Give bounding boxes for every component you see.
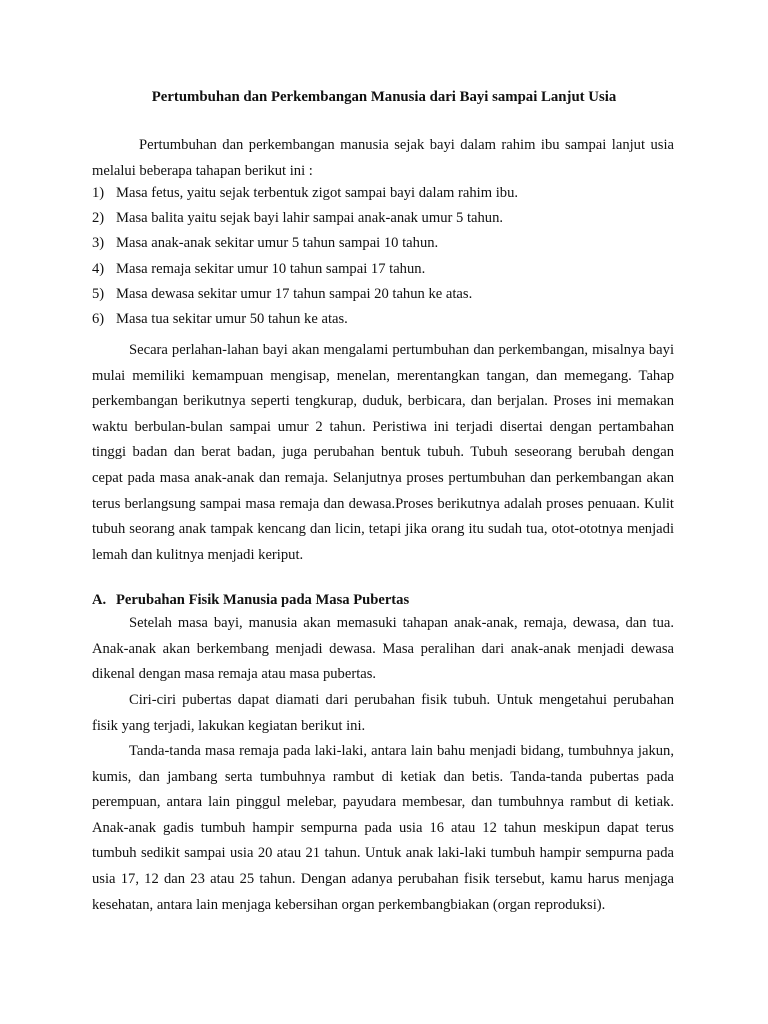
section-text-2: Ciri-ciri pubertas dapat diamati dari perubahan fisik tubuh. Untuk mengetahui perubahan fisik yang terjadi, lakukan kegiatan berikut ini.	[92, 692, 674, 734]
list-item	[92, 206, 674, 231]
intro-paragraph	[92, 133, 674, 184]
list-number: 6)	[92, 311, 105, 328]
list-text: Masa anak-anak sekitar umur 5 tahun sampai 10 tahun.	[116, 235, 439, 252]
intro-text: Pertumbuhan dan perkembangan manusia sejak bayi dalam rahim ibu sampai lanjut usia melalui beberapa tahapan berikut ini :	[92, 137, 674, 179]
section-heading	[92, 588, 409, 612]
list-text: Masa balita yaitu sejak bayi lahir sampai anak-anak umur 5 tahun.	[116, 210, 504, 227]
section-text-1: Setelah masa bayi, manusia akan memasuki tahapan anak-anak, remaja, dewasa, dan tua. Anak-anak akan berkembang menjadi dewasa. Masa peralihan dari anak-anak menjadi dewasa dikenal dengan masa remaja atau masa pubertas.	[92, 615, 674, 683]
list-text: Masa fetus, yaitu sejak terbentuk zigot sampai bayi dalam rahim ibu.	[116, 185, 519, 201]
list-text: Masa dewasa sekitar umur 17 tahun sampai 20 tahun ke atas.	[116, 285, 473, 302]
list-text: Masa remaja sekitar umur 10 tahun sampai 17 tahun.	[116, 260, 426, 277]
list-number: 2)	[92, 210, 105, 227]
section-paragraph-2	[92, 688, 674, 739]
section-paragraph-3	[92, 739, 674, 918]
list-number: 5)	[92, 285, 105, 302]
list-item	[92, 231, 674, 256]
section-label: A.	[92, 592, 107, 608]
list-item	[92, 307, 674, 332]
document-title: Pertumbuhan dan Perkembangan Manusia dari Bayi sampai Lanjut Usia	[151, 89, 617, 105]
list-item	[92, 257, 674, 282]
list-item	[92, 282, 674, 307]
list-text: Masa tua sekitar umur 50 tahun ke atas.	[116, 311, 348, 328]
section-text-3: Tanda-tanda masa remaja pada laki-laki, antara lain bahu menjadi bidang, tumbuhnya jakun, kumis, dan jambang serta tumbuhnya rambut di ketiak dan betis. Tanda-tanda pubertas pada perempuan, antara lain pinggul melebar, payudara membesar, dan tumbuhnya rambut di ketiak. Anak-anak gadis tumbuh hampir sempurna pada usia 16 atau 12 tahun meskipun dapat terus tumbuh sedikit sampai usia 20 atau 21 tahun. Untuk anak laki-laki tumbuh hampir sempurna pada usia 17, 12 dan 23 atau 25 tahun. Dengan adanya perubahan fisik tersebut, kamu harus menjaga kesehatan, antara lain menjaga kebersihan organ perkembangbiakan (organ reproduksi).	[92, 743, 674, 913]
section-title: Perubahan Fisik Manusia pada Masa Pubertas	[116, 592, 410, 608]
list-number: 1)	[92, 185, 105, 201]
stage-list	[92, 181, 674, 332]
growth-text: Secara perlahan-lahan bayi akan mengalami pertumbuhan dan perkembangan, misalnya bayi mulai memiliki kemampuan mengisap, menelan, merentangkan tangan, dan memegang. Tahap perkembangan berikutnya seperti tengkurap, duduk, berbicara, dan berjalan. Proses ini memakan waktu berbulan-bulan sampai umur 2 tahun. Peristiwa ini terjadi disertai dengan pertambahan tinggi badan dan berat badan, juga perubahan bentuk tubuh. Tubuh seseorang berubah dengan cepat pada masa anak-anak dan remaja. Selanjutnya proses pertumbuhan dan perkembangan akan terus berlangsung sampai masa remaja dan dewasa.Proses berikutnya adalah proses penuaan. Kulit tubuh seorang anak tampak kencang dan licin, tetapi jika orang itu sudah tua, otot-ototnya menjadi lemah dan kulitnya menjadi keriput.	[92, 342, 674, 563]
list-number: 3)	[92, 235, 105, 252]
list-number: 4)	[92, 260, 105, 277]
section-paragraph-1	[92, 611, 674, 688]
growth-paragraph	[92, 338, 674, 568]
list-item	[92, 181, 674, 206]
